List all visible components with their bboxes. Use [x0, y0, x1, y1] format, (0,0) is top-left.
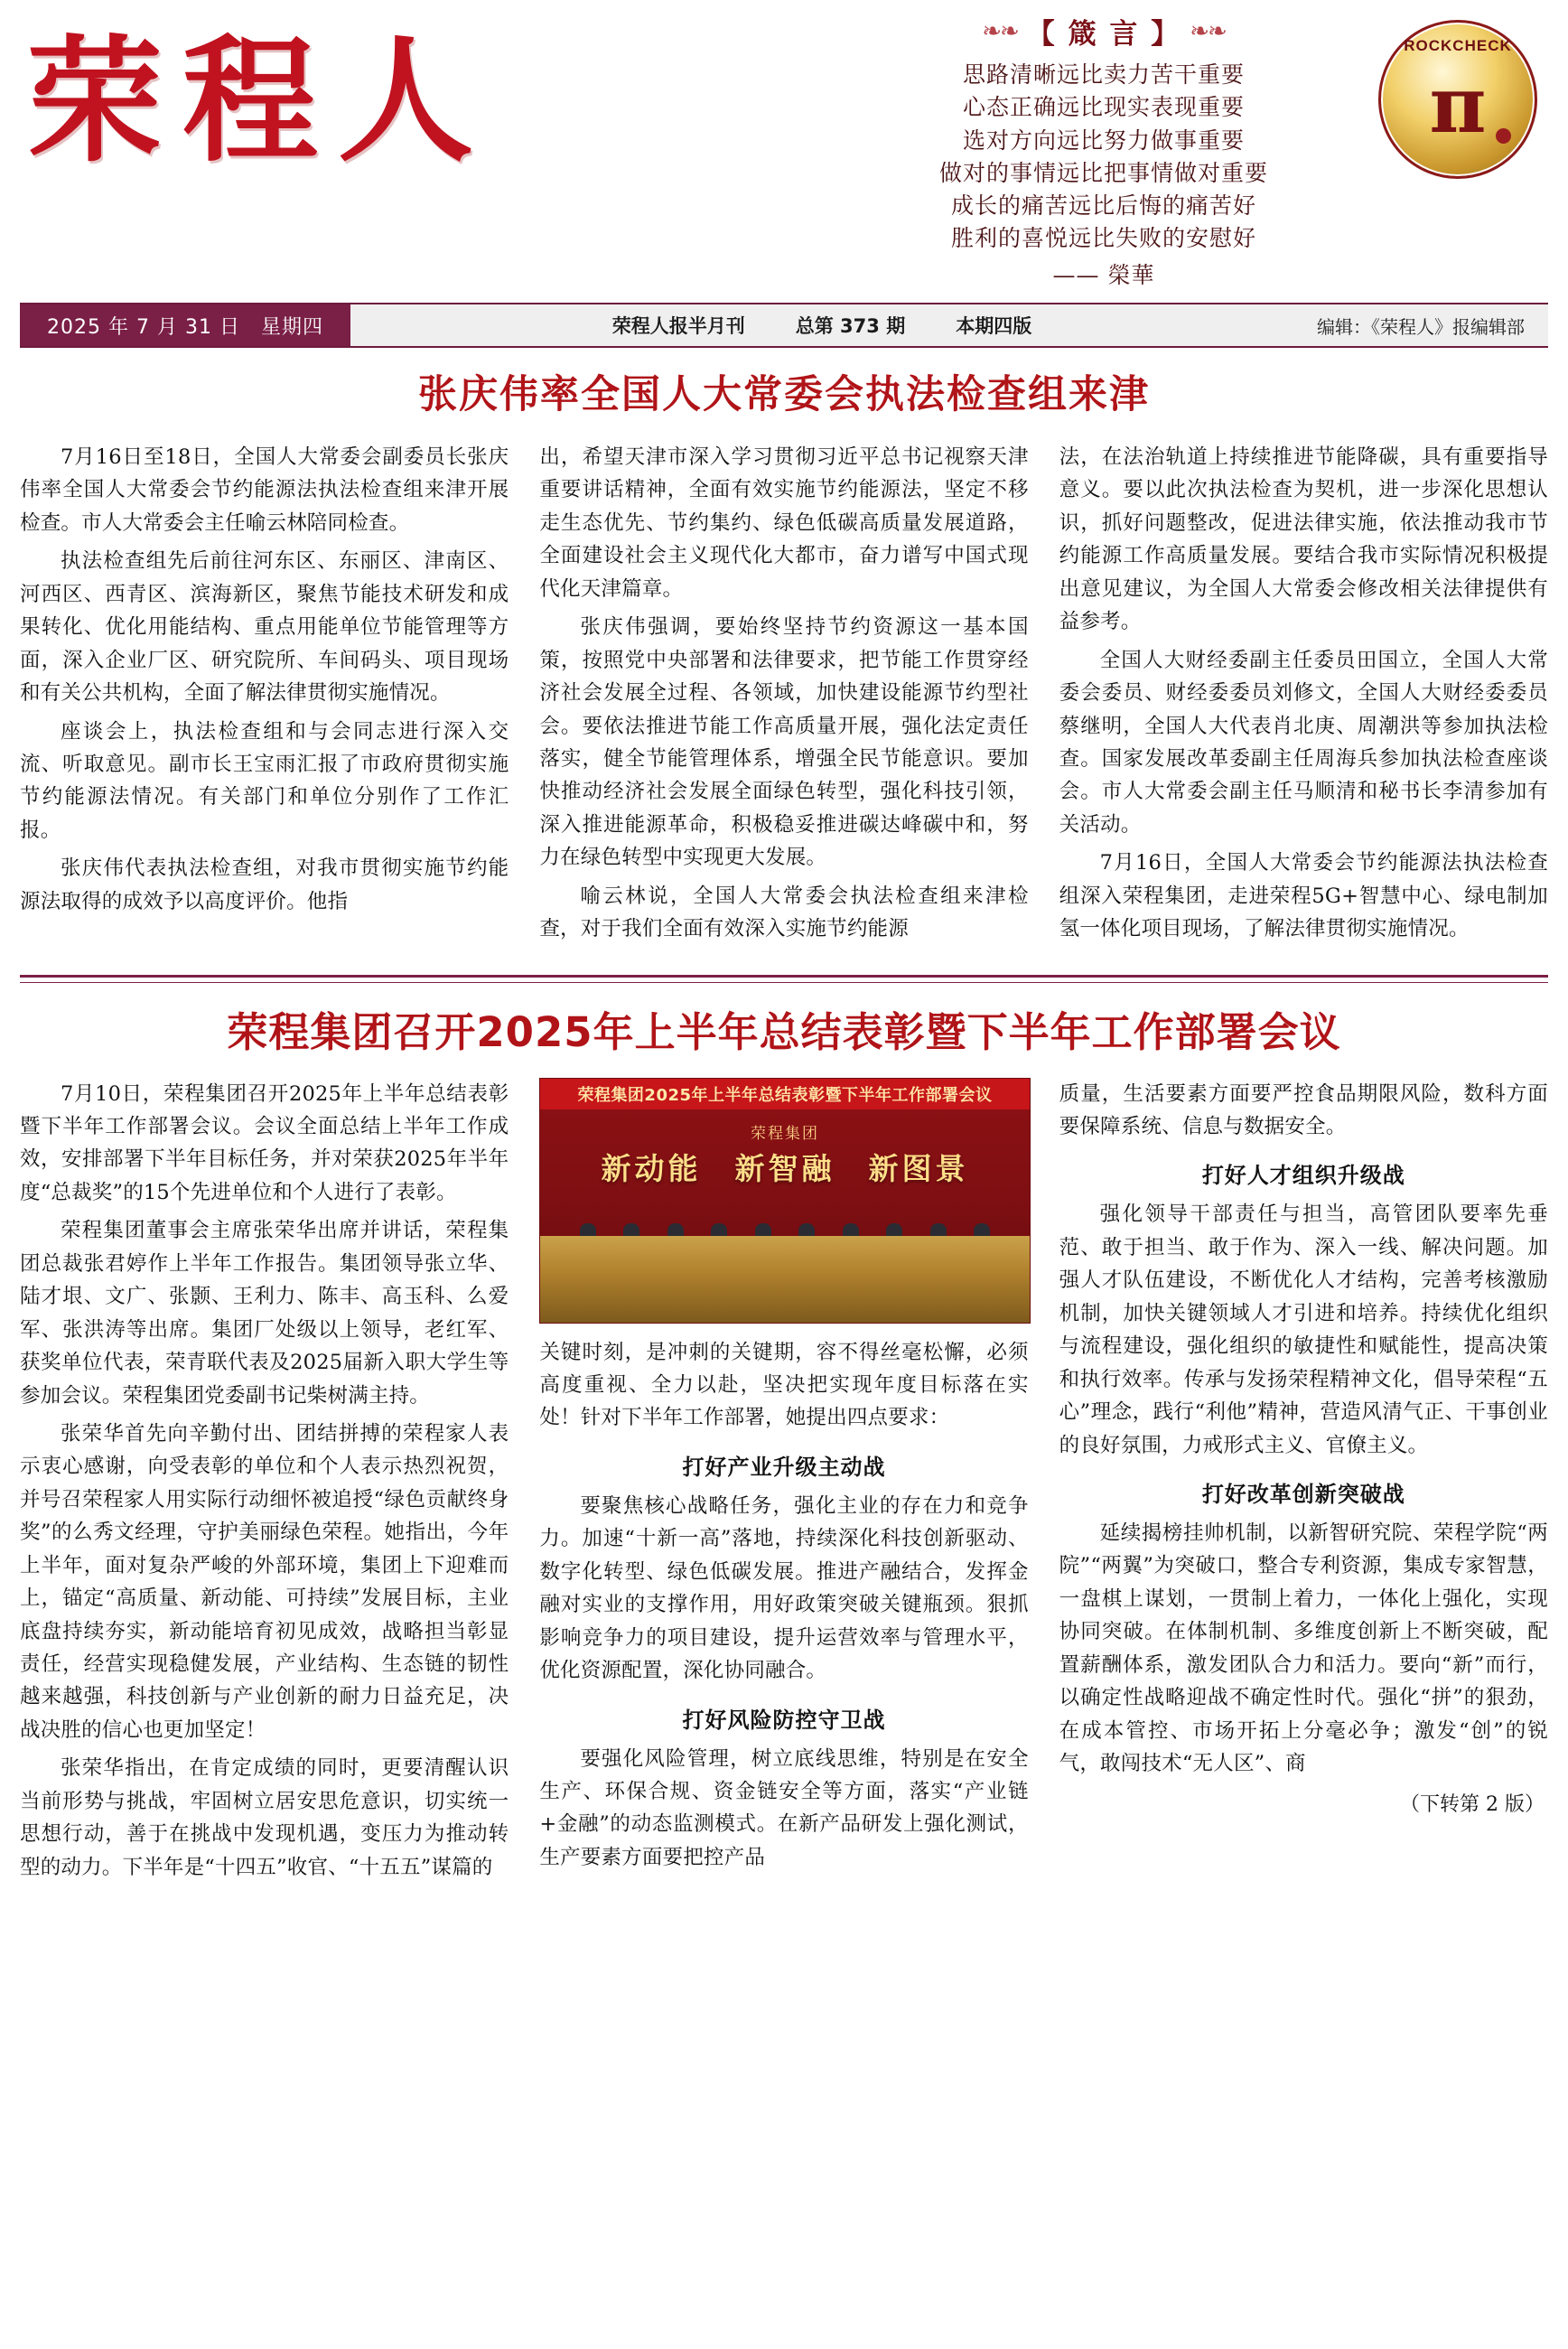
motto-line: 选对方向远比努力做事重要: [962, 126, 1245, 154]
paragraph: 执法检查组先后前往河东区、东丽区、津南区、河西区、西青区、滨海新区，聚焦节能技术研发和成果转化、优化用能结构、重点用能单位节能管理等方面，深入企业厂区、研究院所、车间码头、项目现场和有关公共机构，全面了解法律贯彻实施情况。: [20, 549, 509, 706]
paragraph: 要聚焦核心战略任务，强化主业的存在力和竞争力。加速“十新一高”落地，持续深化科技创新驱动、数字化转型、绿色低碳发展。推进产融结合，发挥金融对实业的支撑作用，用好政策突破关键瓶颈。狠抓影响竞争力的项目建设，提升运营效率与管理水平，优化资源配置，深化协同融合。: [539, 1493, 1029, 1683]
rockcheck-logo-icon: [1378, 20, 1537, 179]
article-2-headline: 荣程集团召开2025年上半年总结表彰暨下半年工作部署会议: [227, 1007, 1341, 1056]
continuation-note: （下转第 2 版）: [1400, 1793, 1545, 1817]
paragraph: 张庆伟强调，要始终坚持节约资源这一基本国策，按照党中央部署和法律要求，把节能工作贯穿经济社会发展全过程、各领域，加快建设能源节约型社会。要依法推进节能工作高质量开展，强化法定责任落实，健全节能管理体系，增强全民节能意识。要加快推动经济社会发展全面绿色转型，强化科技引领，深入推进能源革命，积极稳妥推进碳达峰碳中和，努力在绿色转型中实现更大发展。: [539, 615, 1029, 870]
article-1-headline: 张庆伟率全国人大常委会执法检查组来津: [418, 372, 1150, 417]
article-1-column-1: [20, 441, 509, 923]
paragraph: 全国人大财经委副主任委员田国立，全国人大常委会委员、财经委委员刘修文，全国人大财经委委员蔡继明，全国人大代表肖北庚、周潮洪等参加执法检查。国家发展改革委副主任周海兵参加执法检查座谈会。市人大常委会副主任马顺清和秘书长李清参加有关活动。: [1059, 648, 1548, 837]
brand-name: ROCKCHECK: [1404, 37, 1512, 54]
masthead-logo: [20, 0, 840, 181]
article-2-column-1: [20, 1078, 509, 1890]
motto-signature: —— 榮華: [1052, 261, 1155, 288]
paragraph: 座谈会上，执法检查组和与会同志进行深入交流、听取意见。副市长王宝雨汇报了市政府贯彻实施节约能源法情况。有关部门和单位分别作了工作汇报。: [20, 719, 509, 842]
article-2-column-2: [539, 1078, 1028, 1880]
editor-credit: 编辑：《荣程人》报编辑部: [1317, 315, 1525, 338]
motto-header: [840, 11, 1367, 51]
paragraph: 7月16日，全国人大常委会节约能源法执法检查组深入荣程集团，走进荣程5G+智慧中心、绿电制加氢一体化项目现场，了解法律贯彻实施情况。: [1059, 851, 1548, 941]
issue-meta: [350, 304, 1293, 346]
article-1-column-2: [539, 441, 1028, 951]
photo-stage-floor: [540, 1236, 1029, 1323]
paragraph: 喻云林说，全国人大常委会执法检查组来津检查，对于我们全面有效深入实施节约能源: [539, 884, 1029, 941]
paragraph: 延续揭榜挂帅机制，以新智研究院、荣程学院“两院”“两翼”为突破口，整合专利资源，集成专家智慧，一盘棋上谋划，一贯制上着力，一体化上强化，实现协同突破。在体制机制、多维度创新上不断突破，配置薪酬体系，激发团队合力和活力。要向“新”而行，以确定性战略迎战不确定性时代。强化“拼”的狠劲，在成本管控、市场开拓上分毫必争；激发“创”的锐气，敢闯技术“无人区”、商: [1059, 1521, 1548, 1775]
pi-glyph: π: [1429, 60, 1487, 151]
motto-title: 【 箴 言 】: [1026, 18, 1181, 51]
motto-line: 胜利的喜悦远比失败的安慰好: [950, 225, 1256, 252]
motto-line: 思路清晰远比卖力苦干重要: [962, 61, 1245, 88]
subheading: 打好风险防控守卫战: [682, 1707, 886, 1733]
paragraph: 出，希望天津市深入学习贯彻习近平总书记视察天津重要讲话精神，全面有效实施节约能源法，坚定不移走生态优先、节约集约、绿色低碳高质量发展道路，全面建设社会主义现代化大都市，奋力谱写中国式现代化天津篇章。: [539, 445, 1029, 601]
issue-date: 2025 年 7 月 31 日 星期四: [20, 304, 350, 346]
publication-name: 荣程人报半月刊: [611, 315, 745, 337]
motto-line: 做对的事情远比把事情做对重要: [938, 159, 1268, 186]
page-count: 本期四版: [956, 315, 1032, 337]
ornament-right-icon: ❧❧: [1190, 17, 1226, 44]
ornament-left-icon: ❧❧: [982, 17, 1018, 44]
paragraph: 强化领导干部责任与担当，高管团队要率先垂范、敢于担当、敢于作为、深入一线、解决问题。加强人才队伍建设，不断优化人才结构，完善考核激励机制，加快关键领域人才引进和培养。持续优化组织与流程建设，强化组织的敏捷性和赋能性，提高决策和执行效率。传承与发扬荣程精神文化，倡导荣程“五心”理念，践行“利他”精神，营造风清气正、干事创业的良好氛围，力戒形式主义、官僚主义。: [1059, 1203, 1548, 1457]
motto-line: 成长的痛苦远比后悔的痛苦好: [950, 192, 1256, 219]
brand-seal: [1367, 0, 1548, 179]
paragraph: 法，在法治轨道上持续推进节能降碳，具有重要指导意义。要以此次执法检查为契机，进一步深化思想认识，抓好问题整改，促进法律实施，依法推动我市节约能源工作高质量发展。要结合我市实际情况积极提出意见建议，为全国人大常委会修改相关法律提供有益参考。: [1059, 445, 1548, 634]
motto-block: [840, 0, 1367, 290]
subheading: 打好人才组织升级战: [1201, 1163, 1405, 1189]
paragraph: 荣程集团董事会主席张荣华出席并讲话，荣程集团总裁张君婷作上半年工作报告。集团领导张立华、陆才垠、文广、张颢、王利力、陈丰、高玉科、么爱军、张洪涛等出席。集团厂处级以上领导，老红军、获奖单位代表，荣青联代表及2025届新入职大学生等参加会议。荣程集团党委副书记柴树满主持。: [20, 1219, 509, 1408]
subheading: 打好产业升级主动战: [682, 1454, 886, 1480]
section-divider: [20, 975, 1548, 983]
paragraph: 关键时刻，是冲刺的关键期，容不得丝毫松懈，必须高度重视、全力以赴，坚决把实现年度目标落在实处！针对下半年工作部署，她提出四点要求：: [539, 1340, 1029, 1430]
paragraph: 7月10日，荣程集团召开2025年上半年总结表彰暨下半年工作部署会议。会议全面总结上半年工作成效，安排部署下半年目标任务，并对荣获2025年半年度“总裁奖”的15个先进单位和个人进行了表彰。: [20, 1081, 509, 1204]
paragraph: 质量，生活要素方面要严控食品期限风险，数科方面要保障系统、信息与数据安全。: [1059, 1081, 1548, 1138]
paragraph: 7月16日至18日，全国人大常委会副委员长张庆伟率全国人大常委会节约能源法执法检查组来津开展检查。市人大常委会主任喻云林陪同检查。: [20, 445, 509, 535]
article-1-column-3: [1059, 441, 1548, 951]
conference-photo: [539, 1078, 1030, 1324]
paragraph: 要强化风险管理，树立底线思维，特别是在安全生产、环保合规、资金链安全等方面，落实“产业链+金融”的动态监测模式。在新产品研发上强化测试，生产要素方面要把控产品: [539, 1746, 1029, 1869]
photo-slogan-text: 新动能 新智融 新图景: [601, 1150, 969, 1186]
issue-number: 总第 373 期: [795, 315, 906, 337]
photo-banner-text: 荣程集团2025年上半年总结表彰暨下半年工作部署会议: [540, 1079, 1029, 1109]
seal-dot-icon: [1496, 128, 1511, 144]
subheading: 打好改革创新突破战: [1201, 1481, 1405, 1507]
motto-line: 心态正确远比现实表现重要: [962, 94, 1245, 121]
issue-info-bar: [20, 303, 1548, 348]
paragraph: 张荣华指出，在肯定成绩的同时，更要清醒认识当前形势与挑战，牢固树立居安思危意识，切实统一思想行动，善于在挑战中发现机遇，变压力为推动转型的动力。下半年是“十四五”收官、“十五五”谋篇的: [20, 1756, 509, 1879]
photo-sublogo-text: 荣程集团: [750, 1124, 819, 1143]
masthead: [20, 0, 1548, 303]
article-2-columns: [20, 1078, 1548, 1890]
paragraph: 张庆伟代表执法检查组，对我市贯彻实施节约能源法取得的成效予以高度评价。他指: [20, 856, 509, 913]
paragraph: 张荣华首先向辛勤付出、团结拼搏的荣程家人表示衷心感谢，向受表彰的单位和个人表示热烈祝贺，并号召荣程家人用实际行动细怀被追授“绿色贡献终身奖”的么秀文经理，守护美丽绿色荣程。她指出，今年上半年，面对复杂严峻的外部环境，集团上下迎难而上，锚定“高质量、新动能、可持续”发展目标，主业底盘持续夯实，新动能培育初见成效，战略担当彰显责任，经营实现稳健发展，产业结构、生态链的韧性越来越强，科技创新与产业创新的耐力日益充足，决战决胜的信心也更加坚定！: [20, 1421, 509, 1742]
article-1-columns: [20, 441, 1548, 951]
article-2-column-3: [1059, 1078, 1548, 1818]
newspaper-title: 荣程人: [27, 22, 494, 181]
